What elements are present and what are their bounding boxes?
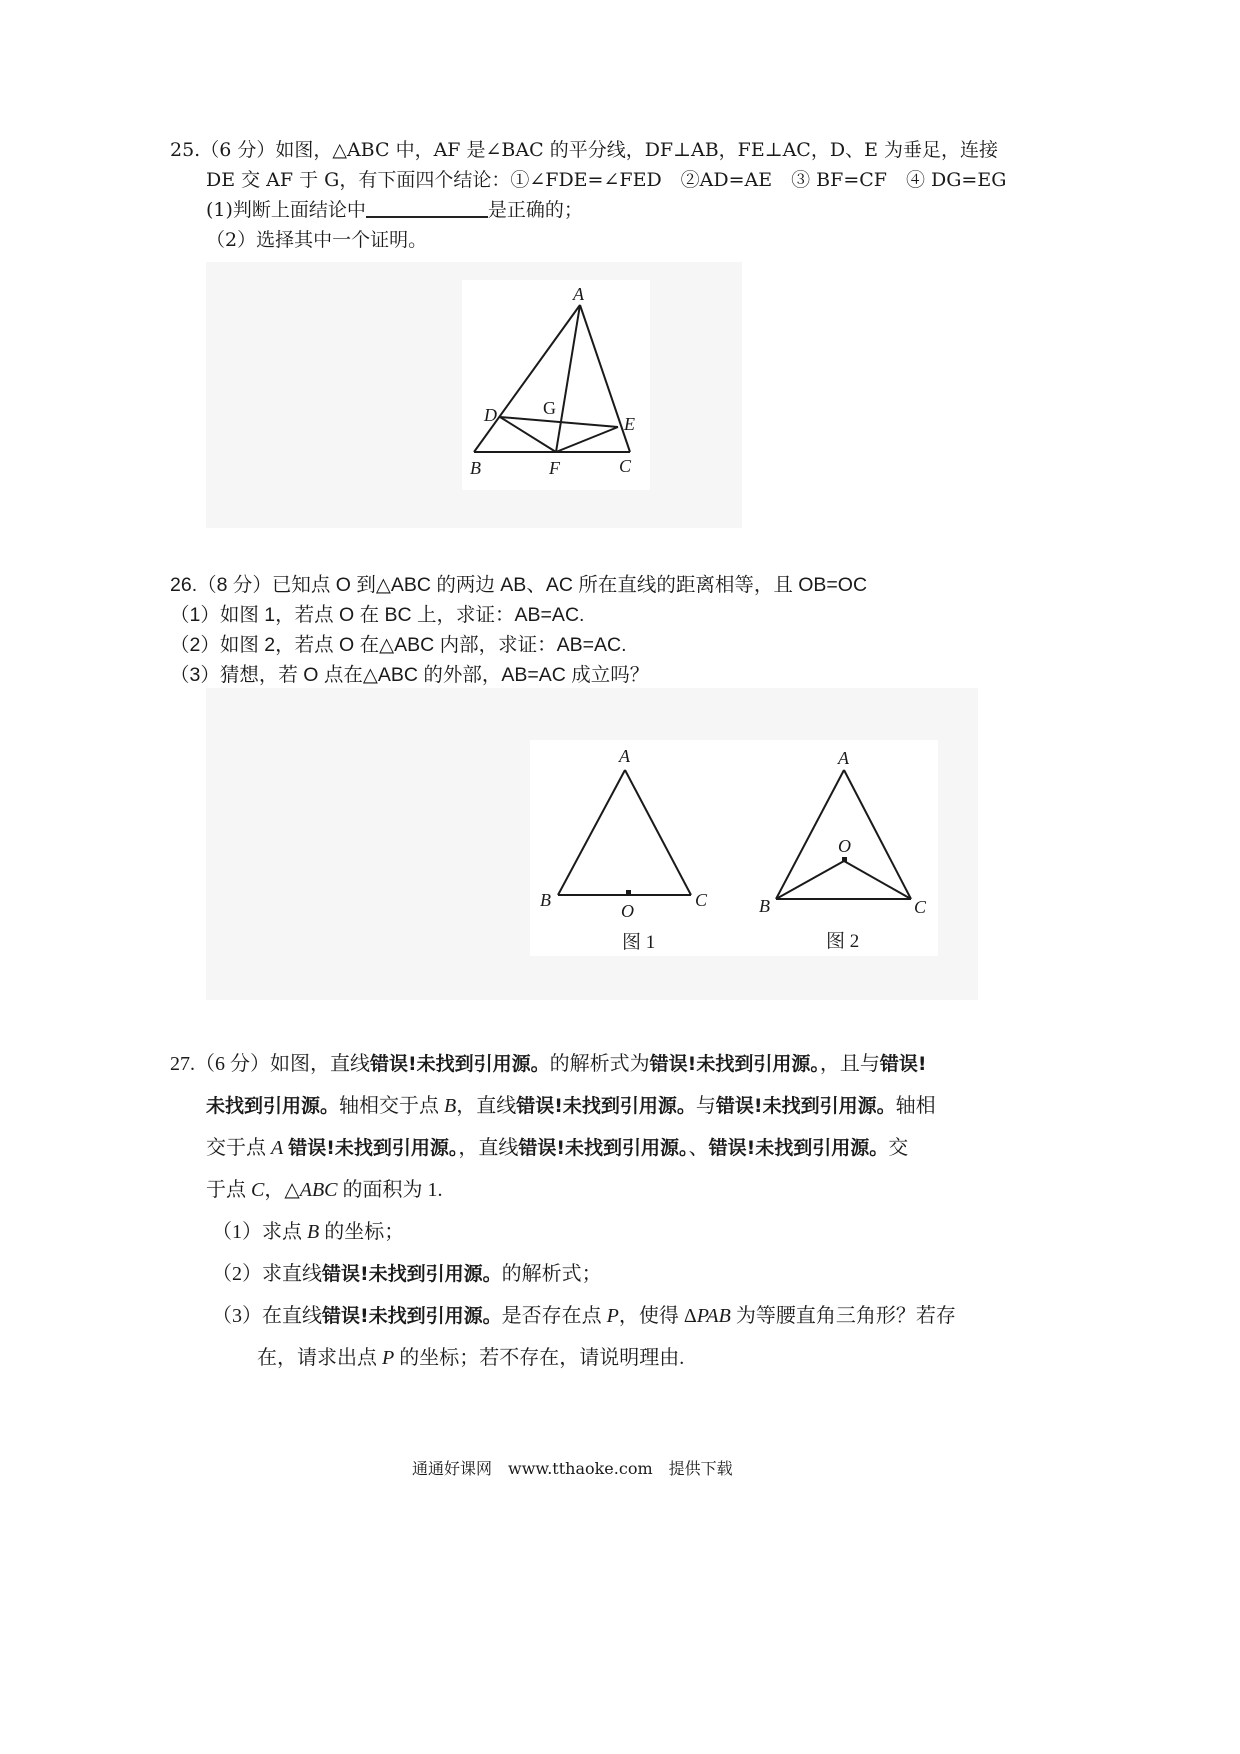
q27-line-4 bbox=[206, 1178, 443, 1202]
reference-error: 错误!未找到引用源。 bbox=[715, 1095, 896, 1117]
fig2-label-b: B bbox=[759, 896, 770, 916]
fig1-label-b: B bbox=[540, 890, 551, 910]
label-g: G bbox=[543, 398, 556, 418]
label-d: D bbox=[484, 405, 497, 425]
q27-text: 的坐标； bbox=[319, 1221, 405, 1243]
page-footer: 通通好课网 www.tthaoke.com 提供下载 bbox=[412, 1459, 733, 1478]
q27-text: ，使得 Δ bbox=[618, 1305, 697, 1327]
q27-sub-3 bbox=[212, 1304, 956, 1328]
reference-error: 错误!未找到引用源。 bbox=[322, 1305, 502, 1327]
q27-line-1 bbox=[170, 1052, 927, 1076]
fig1-caption: 图 1 bbox=[622, 932, 656, 953]
q27-text: 27.（6 分）如图，直线 bbox=[170, 1053, 370, 1075]
q25-part1-prefix: (1)判断上面结论中 bbox=[206, 199, 366, 221]
reference-error: 错误!未找到引用源。 bbox=[649, 1053, 820, 1075]
fig2-caption: 图 2 bbox=[826, 931, 860, 952]
figure-1 bbox=[558, 770, 691, 895]
label-b: B bbox=[470, 458, 481, 478]
label-e: E bbox=[624, 414, 635, 434]
reference-error: 未找到引用源。 bbox=[206, 1095, 340, 1117]
reference-error: 错误!未找到引用源。 bbox=[370, 1053, 550, 1075]
q27-text: （2）求直线 bbox=[212, 1263, 322, 1285]
fig2-label-a: A bbox=[838, 748, 849, 768]
reference-error: 错误!未找到引用源。 bbox=[708, 1137, 889, 1159]
figure-2 bbox=[776, 770, 911, 899]
reference-error: 错误! bbox=[879, 1053, 927, 1075]
q26-line-2: （1）如图 1，若点 O 在 BC 上，求证：AB=AC. bbox=[170, 604, 585, 626]
q27-text: 与 bbox=[695, 1095, 716, 1117]
fig2-label-c: C bbox=[914, 897, 927, 917]
reference-error: 错误!未找到引用源。 bbox=[518, 1137, 689, 1159]
var-b: B bbox=[444, 1095, 457, 1117]
var-p: P bbox=[382, 1347, 395, 1369]
q27-sub-1 bbox=[212, 1220, 404, 1244]
q27-text: 的解析式； bbox=[501, 1263, 602, 1285]
q25-line-1: 25.（6 分）如图，△ABC 中，AF 是∠BAC 的平分线，DF⊥AB，FE⊥AC，D、E 为垂足，连接 bbox=[170, 139, 998, 161]
fig1-label-a: A bbox=[619, 746, 630, 766]
reference-error: 错误!未找到引用源。 bbox=[288, 1137, 459, 1159]
reference-error: 错误!未找到引用源。 bbox=[516, 1095, 696, 1117]
q27-text: （1）求点 bbox=[212, 1221, 307, 1243]
var-p: P bbox=[606, 1305, 619, 1327]
q27-text: 、 bbox=[688, 1137, 709, 1159]
q27-text: ，△ bbox=[264, 1179, 300, 1201]
q27-text: 轴相 bbox=[895, 1095, 936, 1117]
reference-error: 错误!未找到引用源。 bbox=[322, 1263, 502, 1285]
q27-text: 的解析式为 bbox=[549, 1053, 650, 1075]
label-a: A bbox=[573, 284, 584, 304]
q27-text: 轴相交于点 bbox=[339, 1095, 445, 1117]
q27-text: 是否存在点 bbox=[501, 1305, 607, 1327]
fig2-label-o: O bbox=[838, 836, 851, 856]
q26-line-1: 26.（8 分）已知点 O 到△ABC 的两边 AB、AC 所在直线的距离相等，且 OB=OC bbox=[170, 574, 868, 596]
q27-sub-3-continued bbox=[257, 1346, 684, 1370]
fig1-point-o bbox=[626, 890, 631, 895]
var-a: A bbox=[271, 1137, 284, 1159]
q27-line-2 bbox=[206, 1094, 936, 1118]
q27-line-3 bbox=[206, 1136, 908, 1160]
q27-text: 于点 bbox=[206, 1179, 251, 1201]
var-b: B bbox=[307, 1221, 320, 1243]
q25-part1-suffix: 是正确的； bbox=[487, 199, 583, 221]
fig1-label-o: O bbox=[621, 901, 634, 921]
label-f: F bbox=[549, 458, 560, 478]
q27-text: 的坐标；若不存在，请说明理由. bbox=[394, 1347, 685, 1369]
q27-text: ，直线 bbox=[456, 1095, 517, 1117]
var-pab: PAB bbox=[696, 1305, 731, 1327]
var-c: C bbox=[251, 1179, 265, 1201]
q27-text: （3）在直线 bbox=[212, 1305, 322, 1327]
q25-line-4: （2）选择其中一个证明。 bbox=[206, 229, 428, 251]
fig1-label-c: C bbox=[695, 890, 708, 910]
q27-sub-2 bbox=[212, 1262, 602, 1286]
q27-text: 交 bbox=[888, 1137, 909, 1159]
q27-text: ，且与 bbox=[819, 1053, 880, 1075]
q26-line-4: （3）猜想，若 O 点在△ABC 的外部，AB=AC 成立吗？ bbox=[170, 664, 650, 686]
q26-line-3: （2）如图 2，若点 O 在△ABC 内部，求证：AB=AC. bbox=[170, 634, 627, 656]
q27-text: 在，请求出点 bbox=[257, 1347, 382, 1369]
q25-line-2: DE 交 AF 于 G，有下面四个结论：①∠FDE=∠FED ②AD=AE ③ BF=CF ④ DG=EG bbox=[206, 169, 1007, 191]
q27-text: 交于点 bbox=[206, 1137, 271, 1159]
var-abc: ABC bbox=[299, 1179, 338, 1201]
q27-text: ，直线 bbox=[458, 1137, 519, 1159]
q27-text: 为等腰直角三角形？若存 bbox=[730, 1305, 956, 1327]
fig2-point-o bbox=[842, 857, 847, 862]
q27-text: 的面积为 1. bbox=[337, 1179, 443, 1201]
label-c: C bbox=[619, 456, 632, 476]
